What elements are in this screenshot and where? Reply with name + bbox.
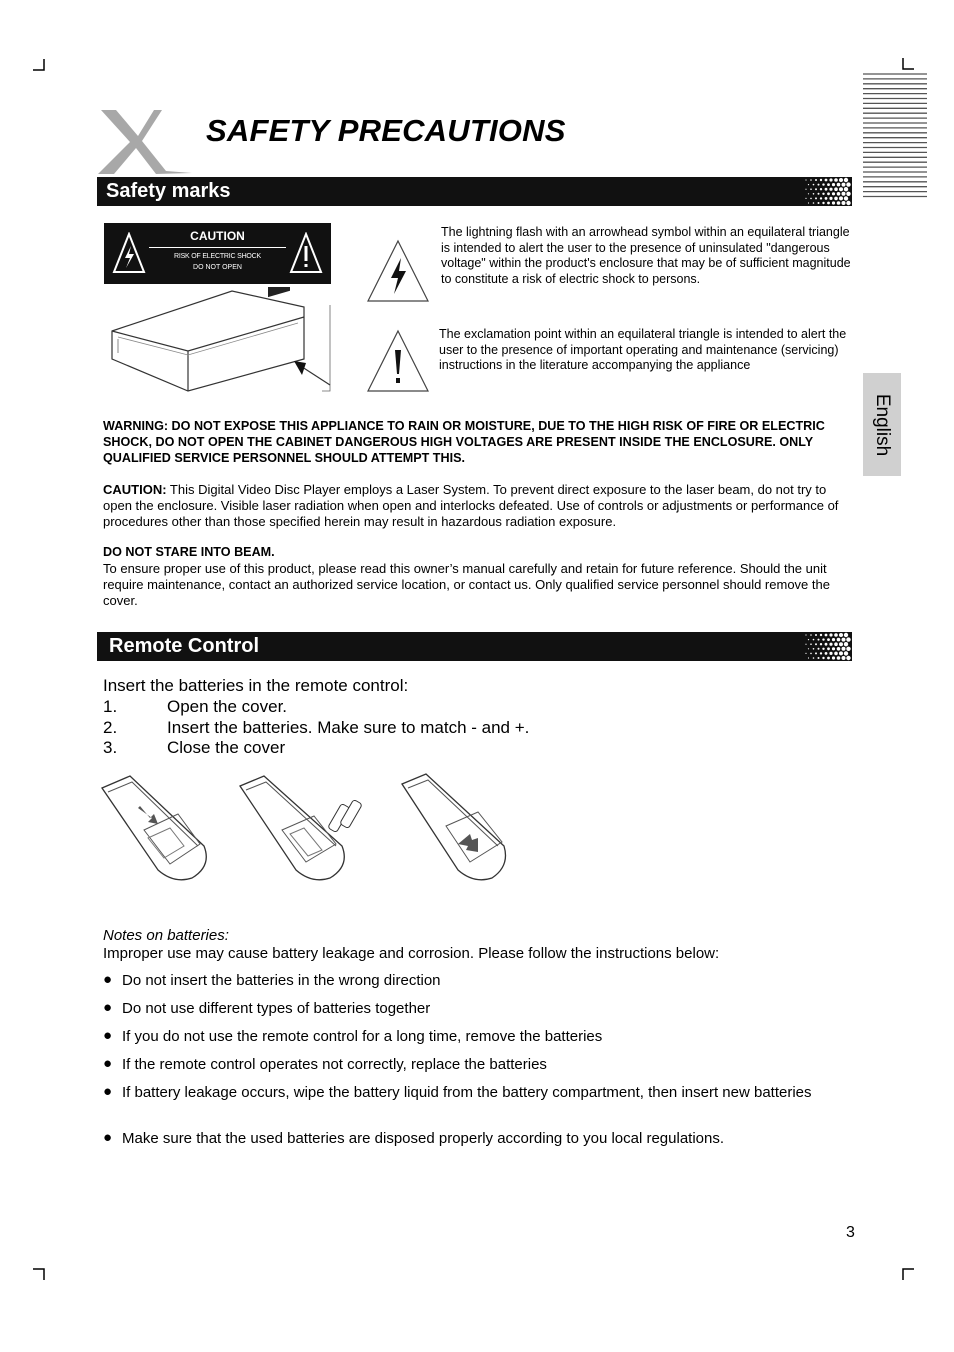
step-number: 2. bbox=[103, 718, 118, 737]
bullet-icon: ● bbox=[103, 971, 113, 988]
section-header-safety-marks bbox=[97, 177, 852, 206]
do-not-stare-heading: DO NOT STARE INTO BEAM. bbox=[103, 545, 275, 559]
section-title: Remote Control bbox=[109, 635, 259, 657]
section-title: Safety marks bbox=[106, 180, 231, 202]
page-title: SAFETY PRECAUTIONS bbox=[206, 113, 566, 148]
lightning-warning-icon bbox=[112, 232, 146, 274]
caution-bold-label: CAUTION: bbox=[103, 482, 167, 497]
bullet-text: If the remote control operates not correctly, replace the batteries bbox=[122, 1056, 547, 1073]
caution-label-line1: RISK OF ELECTRIC SHOCK bbox=[173, 253, 261, 260]
decorative-stripes bbox=[863, 72, 927, 202]
step-text: Open the cover. bbox=[167, 697, 288, 716]
exclamation-explanation: The exclamation point within an equilateral triangle is intended to alert the user to the presence of important operating and maintenance (servicing) instructions in the literature accompanying the appliance bbox=[439, 327, 847, 373]
bullet-icon: ● bbox=[103, 999, 113, 1016]
caution-label-line2: DO NOT OPEN bbox=[193, 264, 242, 271]
notes-intro: Improper use may cause battery leakage and corrosion. Please follow the instructions below: bbox=[103, 945, 720, 962]
crop-mark-top-right bbox=[902, 58, 914, 70]
lightning-triangle-icon bbox=[366, 238, 430, 304]
bullet-text: If you do not use the remote control for a long time, remove the batteries bbox=[122, 1028, 603, 1045]
caution-label-divider bbox=[149, 247, 286, 248]
caution-text: This Digital Video Disc Player employs a Laser System. To prevent direct exposure to the laser beam, do not try to open the enclosure. Visible laser radiation when open and interlocks defeated. Use of controls or adjustments or performance of procedures other than those specified herein may result in hazardous radiation exposure. bbox=[103, 482, 839, 529]
exclamation-warning-icon bbox=[289, 232, 323, 274]
language-tab bbox=[863, 373, 901, 476]
step-text: Close the cover bbox=[167, 738, 286, 757]
caution-paragraph bbox=[103, 482, 855, 529]
bullet-icon: ● bbox=[103, 1083, 113, 1100]
notes-title: Notes on batteries: bbox=[103, 927, 229, 944]
crop-mark-bottom-left bbox=[33, 1268, 45, 1280]
bullet-text: Make sure that the used batteries are disposed properly according to you local regulations. bbox=[122, 1130, 725, 1147]
bullet-icon: ● bbox=[103, 1055, 113, 1072]
halftone-dots-icon bbox=[802, 177, 852, 206]
dvd-player-illustration bbox=[108, 287, 334, 395]
brand-logo-x bbox=[96, 108, 196, 178]
lightning-explanation: The lightning flash with an arrowhead symbol within an equilateral triangle is intended to alert the user to the presence of uninsulated "dangerous voltage" within the product's enclosure that may be of sufficient magnitude to constitute a risk of electric shock to persons. bbox=[441, 225, 851, 286]
remote-open-cover-illustration bbox=[100, 770, 210, 885]
do-not-stare-paragraph: To ensure proper use of this product, please read this owner’s manual carefully and retain for future reference. Should the unit require maintenance, contact an authorized service location, or contact us. Only qualified service personnel should remove the cover. bbox=[103, 561, 830, 608]
exclamation-triangle-icon bbox=[366, 328, 430, 394]
remote-close-cover-illustration bbox=[398, 770, 510, 885]
remote-intro: Insert the batteries in the remote control: bbox=[103, 676, 409, 695]
bullet-text: Do not use different types of batteries together bbox=[122, 1000, 431, 1017]
caution-label bbox=[104, 223, 331, 284]
step-number: 1. bbox=[103, 697, 118, 716]
warning-paragraph: WARNING: DO NOT EXPOSE THIS APPLIANCE TO RAIN OR MOISTURE, DUE TO THE HIGH RISK OF FIRE OR ELECTRIC SHOCK, DO NOT OPEN THE CABINET DANGEROUS HIGH VOLTAGES ARE PRESENT INSIDE THE ENCLOSURE. ONLY QUALIFIED SERVICE PERSONNEL SHOULD ATTEMPT THIS. bbox=[103, 419, 825, 465]
step-number: 3. bbox=[103, 738, 118, 757]
section-header-remote-control bbox=[97, 632, 852, 661]
crop-mark-top-left bbox=[33, 59, 45, 71]
halftone-dots-icon bbox=[802, 632, 852, 661]
bullet-icon: ● bbox=[103, 1129, 113, 1146]
crop-mark-bottom-right bbox=[902, 1268, 914, 1280]
caution-label-title: CAUTION bbox=[190, 229, 245, 243]
page-number: 3 bbox=[846, 1224, 855, 1241]
remote-insert-batteries-illustration bbox=[238, 770, 362, 885]
bullet-text: Do not insert the batteries in the wrong direction bbox=[122, 972, 441, 989]
language-tab-label: English bbox=[872, 393, 893, 456]
step-text: Insert the batteries. Make sure to match - and +. bbox=[167, 718, 530, 737]
bullet-text: If battery leakage occurs, wipe the battery liquid from the battery compartment, then insert new batteries bbox=[122, 1084, 812, 1101]
bullet-icon: ● bbox=[103, 1027, 113, 1044]
